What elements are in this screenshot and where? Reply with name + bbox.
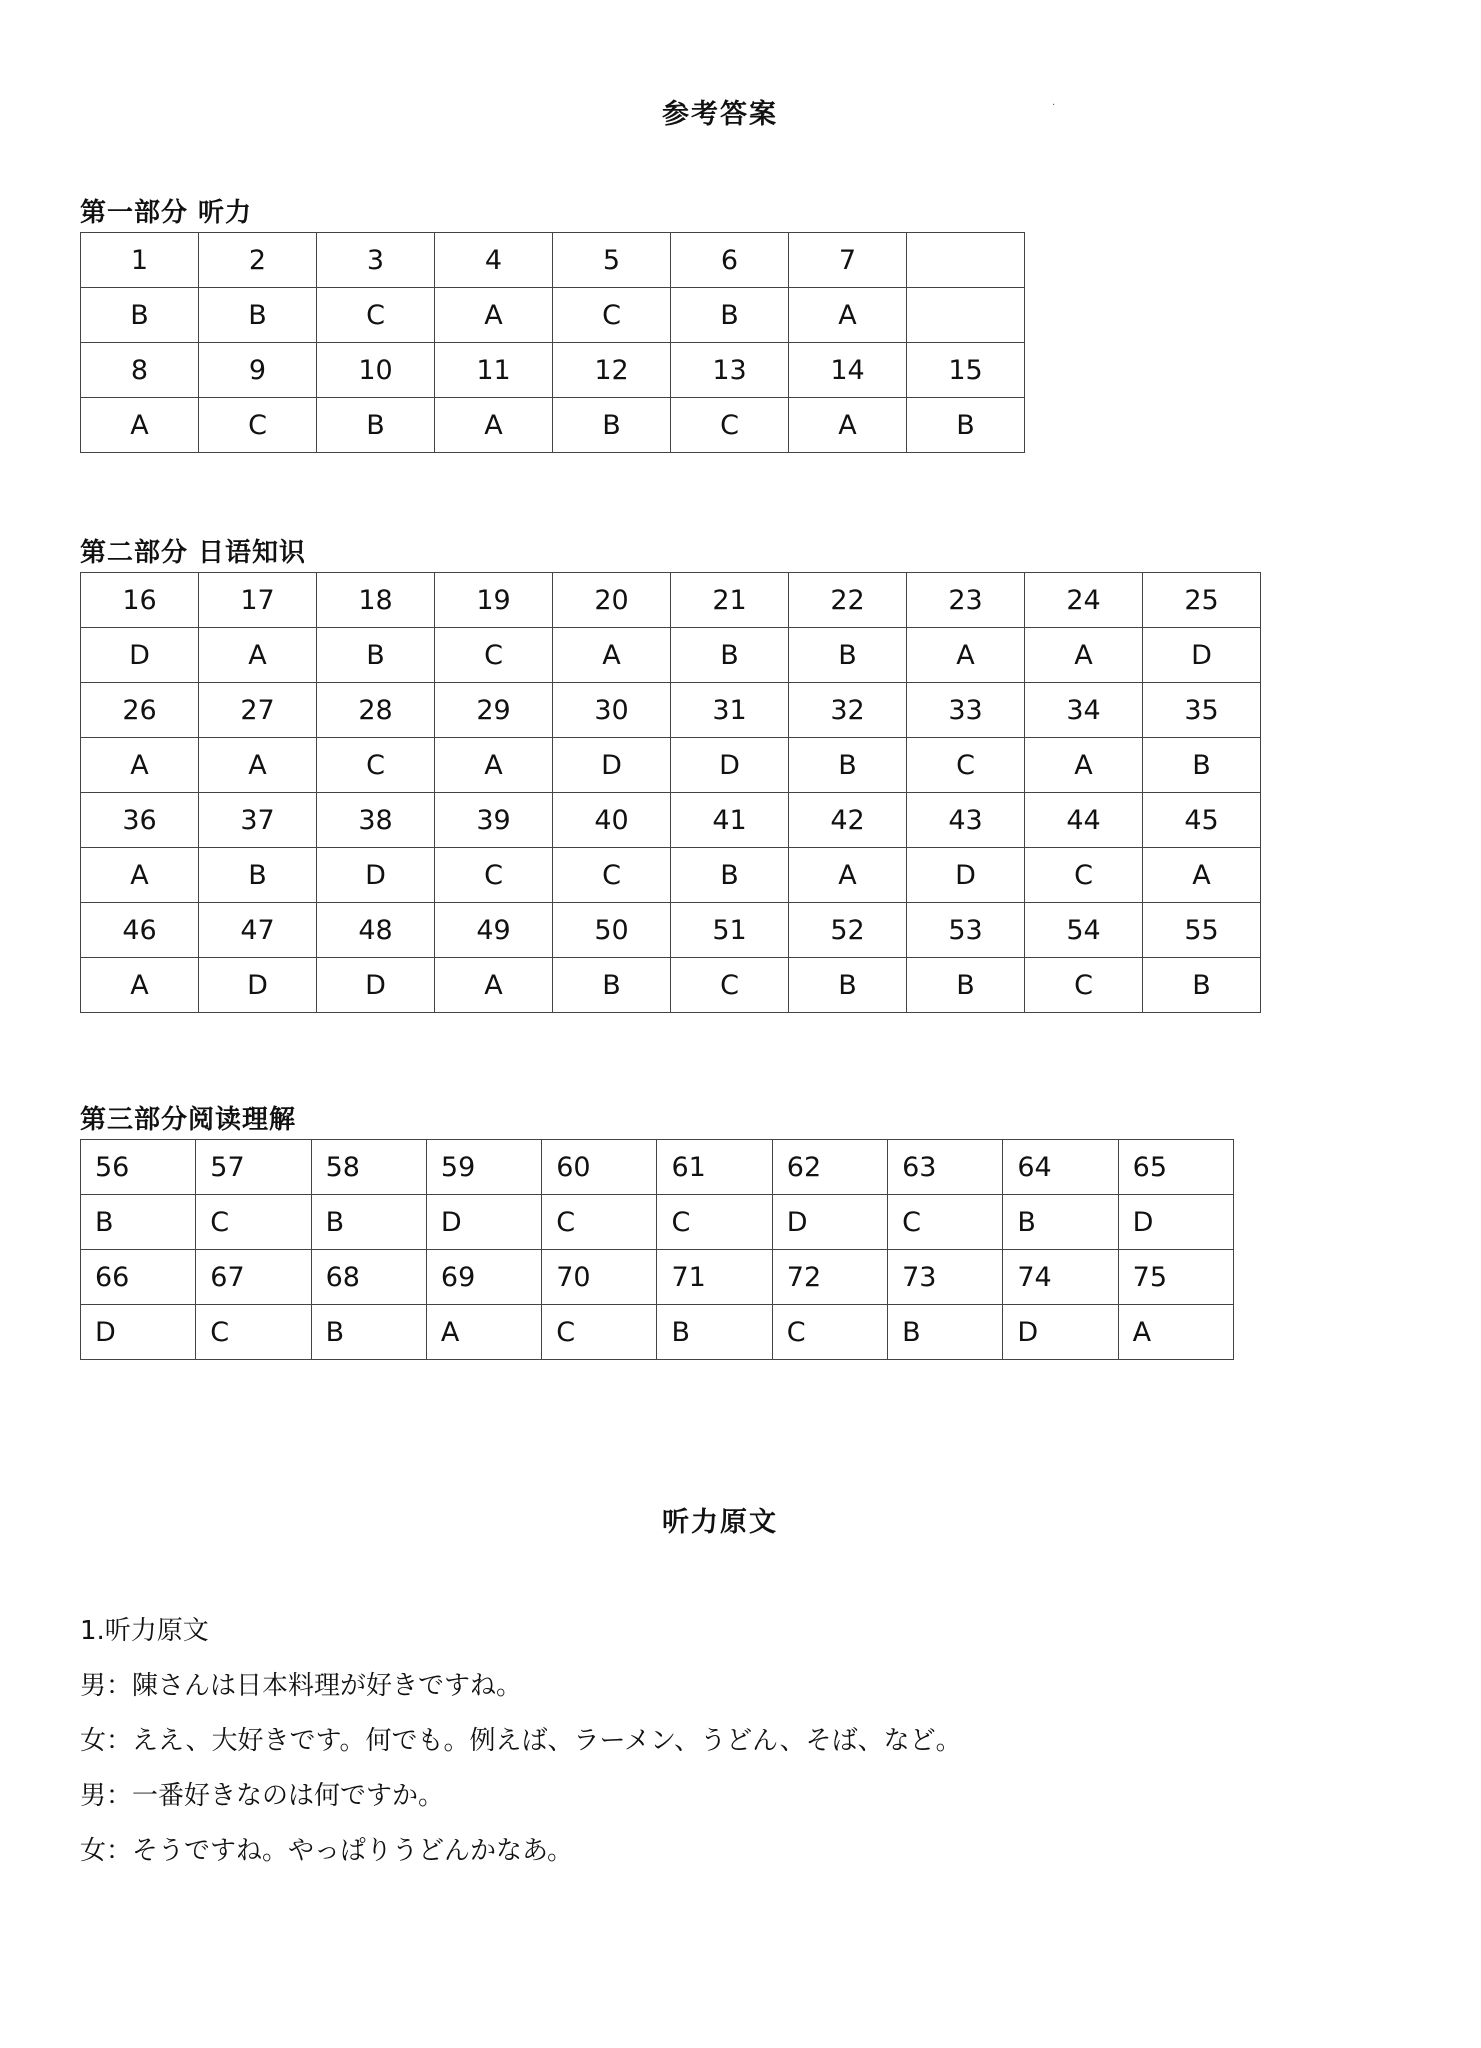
answer-cell: D — [671, 738, 789, 793]
question-number-cell: 58 — [311, 1140, 426, 1195]
question-number-cell: 42 — [789, 793, 907, 848]
answer-cell: C — [317, 738, 435, 793]
question-number-cell: 11 — [435, 343, 553, 398]
answer-cell: B — [907, 958, 1025, 1013]
answer-row — [81, 1195, 1234, 1250]
answer-cell: D — [317, 958, 435, 1013]
question-number-cell: 61 — [657, 1140, 772, 1195]
answer-cell: A — [1143, 848, 1261, 903]
answer-cell: A — [789, 398, 907, 453]
answer-cell: D — [81, 628, 199, 683]
question-number-row — [81, 233, 1025, 288]
question-number-cell: 51 — [671, 903, 789, 958]
question-number-cell: 62 — [772, 1140, 887, 1195]
answer-row — [81, 628, 1261, 683]
question-number-cell: 68 — [311, 1250, 426, 1305]
question-number-cell: 2 — [199, 233, 317, 288]
answer-cell: A — [1025, 628, 1143, 683]
answer-cell: B — [671, 288, 789, 343]
answer-row — [81, 288, 1025, 343]
answer-cell: A — [435, 398, 553, 453]
answer-cell: B — [671, 848, 789, 903]
question-number-cell: 72 — [772, 1250, 887, 1305]
answer-cell: B — [789, 628, 907, 683]
answer-cell: B — [1003, 1195, 1118, 1250]
question-number-row — [81, 573, 1261, 628]
question-number-row — [81, 683, 1261, 738]
question-number-cell: 54 — [1025, 903, 1143, 958]
question-number-cell: 33 — [907, 683, 1025, 738]
answer-cell: B — [789, 738, 907, 793]
answer-row — [81, 738, 1261, 793]
answer-cell: C — [553, 848, 671, 903]
answer-cell: A — [789, 848, 907, 903]
answer-cell: A — [435, 288, 553, 343]
question-number-cell: 20 — [553, 573, 671, 628]
question-number-cell: 69 — [426, 1250, 541, 1305]
answer-cell: D — [1143, 628, 1261, 683]
question-number-cell: 31 — [671, 683, 789, 738]
page-title: 参考答案 — [662, 99, 778, 130]
question-number-cell: 74 — [1003, 1250, 1118, 1305]
question-number-cell: 25 — [1143, 573, 1261, 628]
answer-cell: C — [772, 1305, 887, 1360]
answer-cell: B — [789, 958, 907, 1013]
question-number-cell: 6 — [671, 233, 789, 288]
question-number-cell: 4 — [435, 233, 553, 288]
question-number-cell: 10 — [317, 343, 435, 398]
question-number-cell: 48 — [317, 903, 435, 958]
answer-cell: B — [199, 848, 317, 903]
question-number-cell: 34 — [1025, 683, 1143, 738]
answer-cell: B — [81, 288, 199, 343]
answer-cell: C — [435, 628, 553, 683]
question-number-row — [81, 903, 1261, 958]
answer-cell: B — [888, 1305, 1003, 1360]
answer-cell: B — [657, 1305, 772, 1360]
answer-row — [81, 848, 1261, 903]
answer-cell: B — [1143, 738, 1261, 793]
question-number-cell: 71 — [657, 1250, 772, 1305]
question-number-cell: 18 — [317, 573, 435, 628]
question-number-cell: 26 — [81, 683, 199, 738]
answer-cell: A — [81, 848, 199, 903]
listening-script-title: 听力原文 — [662, 1507, 778, 1538]
answer-cell: A — [1025, 738, 1143, 793]
question-number-cell: 70 — [542, 1250, 657, 1305]
question-number-cell: 35 — [1143, 683, 1261, 738]
answer-cell: C — [888, 1195, 1003, 1250]
question-number-cell: 17 — [199, 573, 317, 628]
answer-cell: D — [81, 1305, 196, 1360]
answer-cell: B — [311, 1305, 426, 1360]
answer-cell: D — [772, 1195, 887, 1250]
question-number-cell: 36 — [81, 793, 199, 848]
question-number-cell: 37 — [199, 793, 317, 848]
answer-cell: B — [1143, 958, 1261, 1013]
question-number-cell: 40 — [553, 793, 671, 848]
dialogue-line: 女：そうですね。やっぱりうどんかなあ。 — [80, 1836, 573, 1866]
question-number-cell: 32 — [789, 683, 907, 738]
question-number-cell: 12 — [553, 343, 671, 398]
question-number-cell: 47 — [199, 903, 317, 958]
question-number-cell: 8 — [81, 343, 199, 398]
section-label-reading: 第三部分阅读理解 — [80, 1105, 297, 1135]
answer-cell: C — [196, 1305, 311, 1360]
answer-cell: C — [542, 1305, 657, 1360]
question-number-cell: 28 — [317, 683, 435, 738]
question-number-cell: 49 — [435, 903, 553, 958]
answer-cell: C — [196, 1195, 311, 1250]
answer-cell: C — [1025, 848, 1143, 903]
answer-cell: C — [657, 1195, 772, 1250]
answer-cell — [907, 288, 1025, 343]
question-number-cell: 44 — [1025, 793, 1143, 848]
question-number-cell — [907, 233, 1025, 288]
question-number-cell: 66 — [81, 1250, 196, 1305]
question-number-cell: 41 — [671, 793, 789, 848]
answer-cell: D — [317, 848, 435, 903]
answer-cell: C — [435, 848, 553, 903]
answer-table-japanese-knowledge — [80, 572, 1261, 1013]
question-number-cell: 53 — [907, 903, 1025, 958]
question-number-cell: 50 — [553, 903, 671, 958]
question-number-cell: 14 — [789, 343, 907, 398]
answer-cell: A — [81, 958, 199, 1013]
answer-cell: A — [435, 958, 553, 1013]
answer-cell: A — [81, 738, 199, 793]
answer-table-listening — [80, 232, 1025, 453]
question-number-cell: 19 — [435, 573, 553, 628]
answer-cell: A — [553, 628, 671, 683]
question-number-cell: 75 — [1118, 1250, 1233, 1305]
answer-cell: A — [907, 628, 1025, 683]
answer-cell: A — [435, 738, 553, 793]
question-number-cell: 9 — [199, 343, 317, 398]
answer-cell: C — [671, 958, 789, 1013]
dialogue-line: 男：陳さんは日本料理が好きですね。 — [80, 1671, 523, 1701]
question-number-cell: 46 — [81, 903, 199, 958]
question-number-cell: 73 — [888, 1250, 1003, 1305]
question-number-row — [81, 1250, 1234, 1305]
answer-cell: A — [199, 628, 317, 683]
question-number-cell: 16 — [81, 573, 199, 628]
question-number-cell: 64 — [1003, 1140, 1118, 1195]
answer-cell: D — [426, 1195, 541, 1250]
answer-row — [81, 1305, 1234, 1360]
question-number-cell: 3 — [317, 233, 435, 288]
question-number-cell: 15 — [907, 343, 1025, 398]
answer-cell: C — [1025, 958, 1143, 1013]
question-number-cell: 45 — [1143, 793, 1261, 848]
question-number-cell: 67 — [196, 1250, 311, 1305]
question-number-row — [81, 1140, 1234, 1195]
answer-cell: C — [317, 288, 435, 343]
answer-cell: B — [199, 288, 317, 343]
question-number-row — [81, 343, 1025, 398]
question-number-cell: 5 — [553, 233, 671, 288]
answer-cell: A — [199, 738, 317, 793]
answer-cell: B — [317, 398, 435, 453]
question-number-cell: 56 — [81, 1140, 196, 1195]
question-number-cell: 22 — [789, 573, 907, 628]
answer-cell: B — [671, 628, 789, 683]
question-number-cell: 1 — [81, 233, 199, 288]
answer-table-reading — [80, 1139, 1234, 1360]
question-number-cell: 27 — [199, 683, 317, 738]
question-number-cell: 7 — [789, 233, 907, 288]
question-number-cell: 21 — [671, 573, 789, 628]
answer-cell: B — [311, 1195, 426, 1250]
answer-cell: C — [907, 738, 1025, 793]
answer-cell: B — [317, 628, 435, 683]
answer-cell: D — [1003, 1305, 1118, 1360]
answer-cell: D — [199, 958, 317, 1013]
answer-cell: A — [81, 398, 199, 453]
answer-row — [81, 958, 1261, 1013]
question-number-row — [81, 793, 1261, 848]
question-number-cell: 29 — [435, 683, 553, 738]
answer-cell: C — [199, 398, 317, 453]
answer-cell: C — [542, 1195, 657, 1250]
corner-mark: · — [1052, 100, 1056, 111]
answer-cell: A — [1118, 1305, 1233, 1360]
answer-cell: A — [789, 288, 907, 343]
question-number-cell: 30 — [553, 683, 671, 738]
question-number-cell: 24 — [1025, 573, 1143, 628]
question-number-cell: 60 — [542, 1140, 657, 1195]
answer-cell: B — [907, 398, 1025, 453]
question-number-cell: 63 — [888, 1140, 1003, 1195]
question-number-cell: 39 — [435, 793, 553, 848]
answer-cell: D — [907, 848, 1025, 903]
section-label-japanese-knowledge: 第二部分 日语知识 — [80, 538, 307, 568]
answer-row — [81, 398, 1025, 453]
answer-cell: C — [553, 288, 671, 343]
question-number-cell: 38 — [317, 793, 435, 848]
answer-cell: C — [671, 398, 789, 453]
answer-cell: B — [553, 958, 671, 1013]
answer-cell: B — [553, 398, 671, 453]
question-number-cell: 55 — [1143, 903, 1261, 958]
listening-script-heading: 1.听力原文 — [80, 1616, 209, 1646]
answer-cell: B — [81, 1195, 196, 1250]
question-number-cell: 59 — [426, 1140, 541, 1195]
answer-cell: D — [553, 738, 671, 793]
question-number-cell: 43 — [907, 793, 1025, 848]
question-number-cell: 57 — [196, 1140, 311, 1195]
question-number-cell: 52 — [789, 903, 907, 958]
question-number-cell: 65 — [1118, 1140, 1233, 1195]
question-number-cell: 13 — [671, 343, 789, 398]
answer-cell: A — [426, 1305, 541, 1360]
answer-cell: D — [1118, 1195, 1233, 1250]
dialogue-line: 女：ええ、大好きです。何でも。例えば、ラーメン、うどん、そば、など。 — [80, 1726, 962, 1756]
dialogue-line: 男：一番好きなのは何ですか。 — [80, 1781, 445, 1811]
question-number-cell: 23 — [907, 573, 1025, 628]
section-label-listening: 第一部分 听力 — [80, 198, 253, 228]
